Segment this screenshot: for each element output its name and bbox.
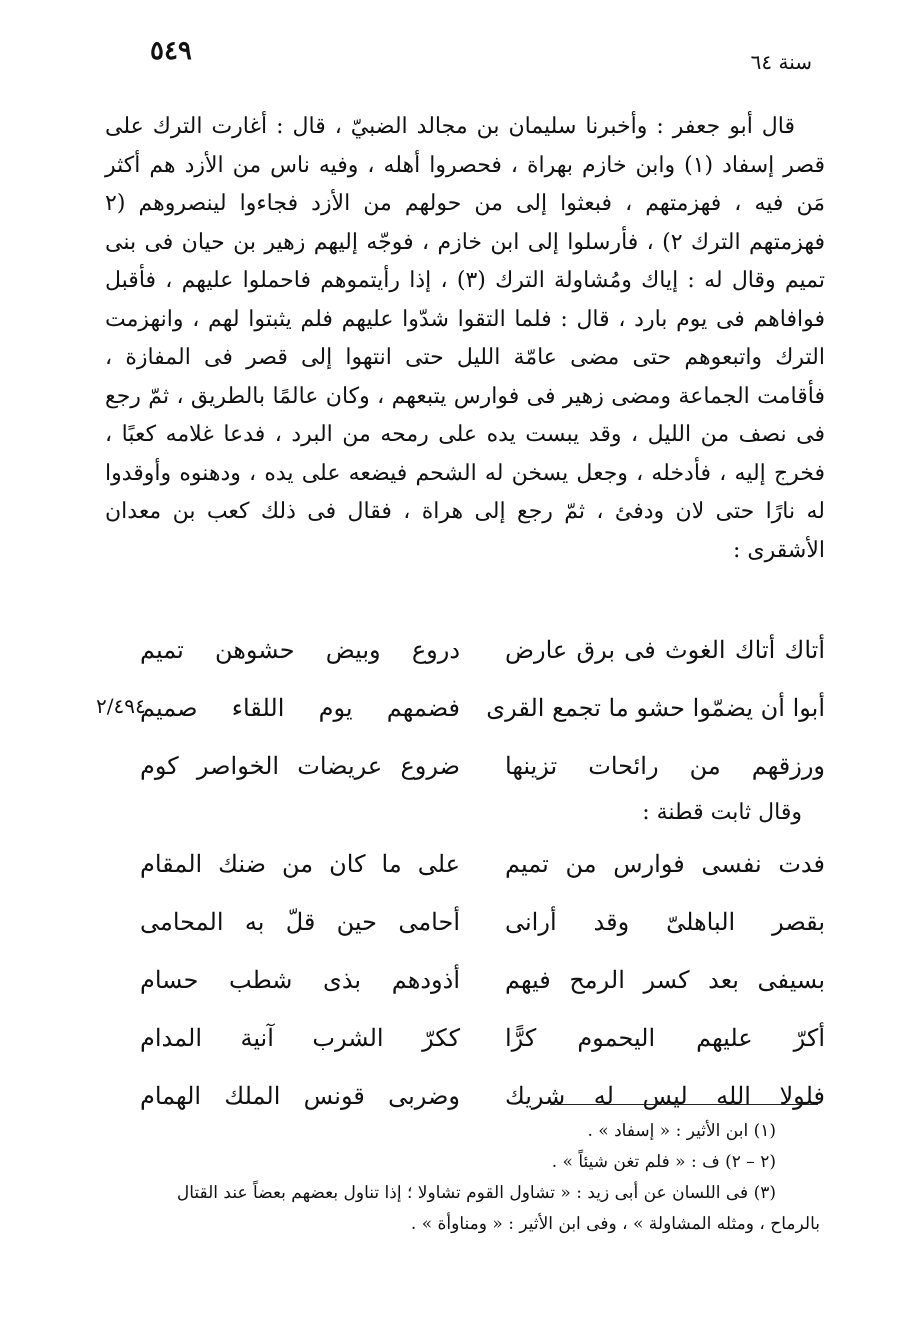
page-number: ٥٤٩: [150, 36, 192, 66]
first-hemistich: أتاك أتاك الغوث فى برق عارض: [505, 636, 825, 664]
second-hemistich: على ما كان من ضنك المقام: [140, 850, 460, 878]
first-hemistich: ورزقهم من رائحات تزينها: [505, 752, 825, 780]
running-header-year: سنة ٦٤: [750, 50, 812, 74]
footnotes: [150, 1116, 820, 1240]
footnote-2: (٢ – ٢) ف : « فلم تغن شيئاً » .: [551, 1152, 776, 1172]
first-hemistich: فدت نفسى فوارس من تميم: [505, 850, 825, 878]
poem-verse: [140, 966, 825, 1024]
footnote-3: (٣) فى اللسان عن أبى زيد : « تشاول القوم تشاولا ؛ إذا تناول بعضهم بعضاً عند القتال: [176, 1183, 776, 1203]
margin-cross-reference: ٢/٤٩٤: [96, 694, 146, 718]
footnote-3-continued: بالرماح ، ومثله المشاولة » ، وفى ابن الأثير : « ومناوأة » .: [410, 1214, 820, 1234]
poem-verse: [140, 1024, 825, 1082]
prose-paragraph: قال أبو جعفر : وأخبرنا سليمان بن مجالد الضبيّ ، قال : أغارت الترك على قصر إسفاد (١) وابن خازم بهراة ، فحصروا أهله ، وفيه ناس من الأزد هم أكثر مَن فيه ، فهزمتهم ، فبعثوا إلى من حولهم من الأزد فجاءوا لينصروهم (٢ فهزمتهم الترك ٢) ، فأرسلوا إلى ابن خازم ، فوجّه إليهم زهير بن حيان فى بنى تميم وقال له : إياك ومُشاولة الترك (٣) ، إذا رأيتموهم فاحملوا عليهم ، فأقبل فوافاهم فى يوم بارد ، قال : فلما التقوا شدّوا عليهم فلم يثبتوا لهم ، وانهزمت الترك واتبعوهم حتى مضى عامّة الليل حتى انتهوا إلى قصر فى المفازة ، فأقامت الجماعة ومضى زهير فى فوارس يتبعهم ، وكان عالمًا بالطريق ، ثمّ رجع فى نصف من الليل ، وقد يبست يده على رمحه من البرد ، فدعا غلامه كعبًا ، فخرج إليه ، فأدخله ، وجعل يسخن له الشحم فيضعه على يده ، ودهنوه وأوقدوا له نارًا حتى لان ودفئ ، ثمّ رجع إلى هراة ، فقال فى ذلك كعب بن معدان الأشقرى :: [105, 114, 826, 563]
prose-block: [105, 108, 825, 570]
second-hemistich: ضروع عريضات الخواصر كوم: [140, 752, 460, 780]
first-hemistich: بسيفى بعد كسر الرمح فيهم: [505, 966, 825, 994]
second-hemistich: أذودهم بذى شطب حسام: [140, 966, 460, 994]
second-hemistich: ككرّ الشرب آنية المدام: [140, 1024, 460, 1052]
second-hemistich: أحامى حين قلّ به المحامى: [140, 908, 460, 936]
footnote-1: (١) ابن الأثير : « إسفاد » .: [587, 1121, 776, 1141]
poem-intro-thabit-qutna: وقال ثابت قطنة :: [642, 800, 802, 825]
poem-verse: [140, 850, 825, 908]
first-hemistich: بقصر الباهلىّ وقد أرانى: [505, 908, 825, 936]
poem-verse: [96, 694, 825, 752]
second-hemistich: فضمهم يوم اللقاء صميم: [140, 694, 460, 722]
poem-kab-ibn-madan: [96, 636, 825, 810]
second-hemistich: وضربى قونس الملك الهمام: [140, 1082, 460, 1110]
second-hemistich: دروع وبيض حشوهن تميم: [140, 636, 460, 664]
first-hemistich: أكرّ عليهم اليحموم كرًّا: [505, 1024, 825, 1052]
first-hemistich: أبوا أن يضمّوا حشو ما تجمع القرى: [486, 694, 825, 722]
poem-verse: [140, 908, 825, 966]
poem-thabit-qutna: [140, 850, 825, 1140]
footnote-divider: [550, 1104, 818, 1105]
poem-verse: [140, 636, 825, 694]
first-hemistich: فلولا الله ليس له شريك: [505, 1082, 825, 1110]
